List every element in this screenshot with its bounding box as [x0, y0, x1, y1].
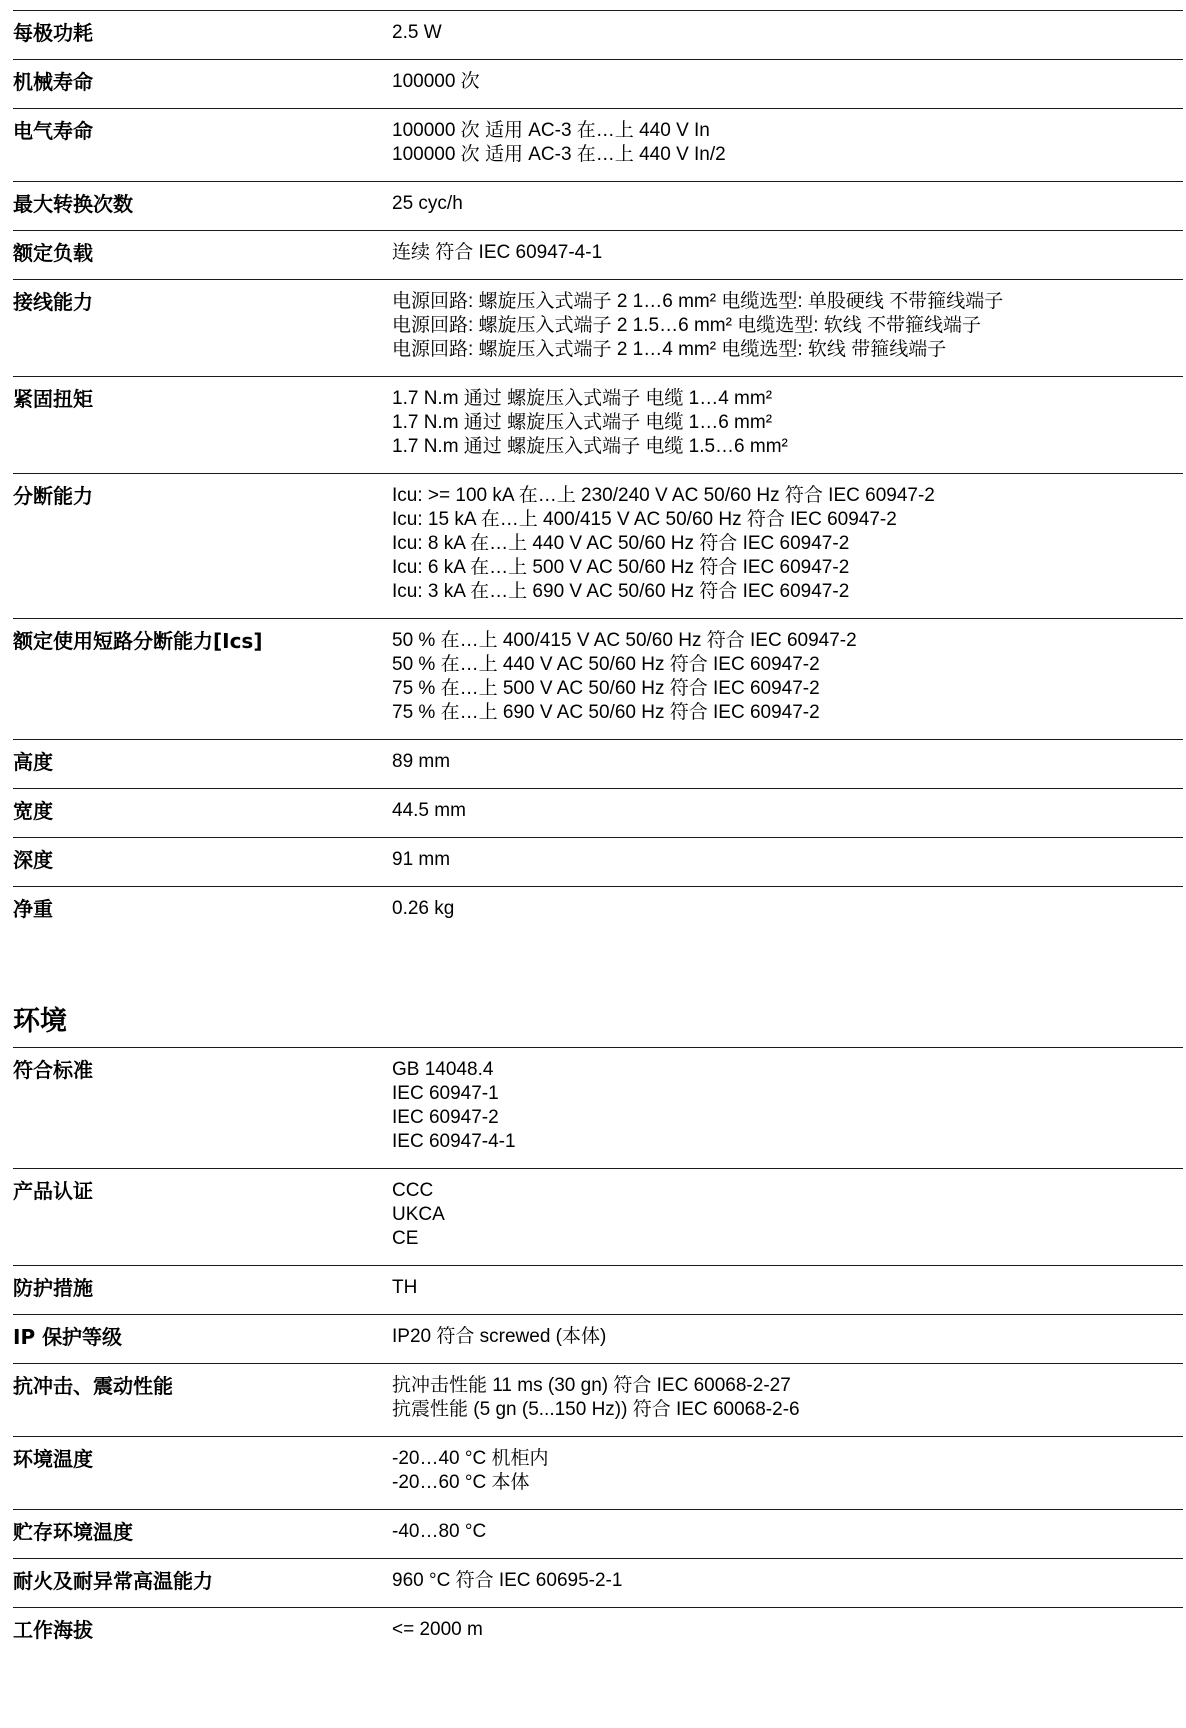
- spec-value-line: 2.5 W: [392, 22, 442, 43]
- spec-value-line: CE: [392, 1228, 419, 1249]
- spec-value-line: 连续 符合 IEC 60947-4-1: [392, 242, 603, 263]
- spec-value-line: 25 cyc/h: [392, 193, 463, 214]
- spec-label: 净重: [13, 897, 53, 921]
- spec-label: IP 保护等级: [13, 1325, 123, 1349]
- spec-label: 机械寿命: [13, 70, 93, 94]
- spec-row: [13, 108, 1183, 181]
- spec-label: 紧固扭矩: [13, 387, 93, 411]
- spec-value: [392, 119, 1183, 167]
- spec-value-line: 抗冲击性能 11 ms (30 gn) 符合 IEC 60068-2-27: [392, 1375, 791, 1396]
- spec-value-line: 抗震性能 (5 gn (5...150 Hz)) 符合 IEC 60068-2-6: [392, 1399, 800, 1420]
- spec-value-line: 50 % 在…上 440 V AC 50/60 Hz 符合 IEC 60947-2: [392, 654, 820, 675]
- spec-row: [13, 788, 1183, 837]
- spec-value: [392, 750, 1183, 774]
- spec-value: [392, 241, 1183, 265]
- spec-value: [392, 799, 1183, 823]
- spec-value-line: 电源回路: 螺旋压入式端子 2 1…6 mm² 电缆选型: 单股硬线 不带箍线端子: [392, 291, 1004, 312]
- spec-row: [13, 739, 1183, 788]
- spec-row: [13, 376, 1183, 473]
- spec-label: 工作海拔: [13, 1618, 93, 1642]
- spec-value-line: 电源回路: 螺旋压入式端子 2 1…4 mm² 电缆选型: 软线 带箍线端子: [392, 339, 947, 360]
- spec-value-line: 960 °C 符合 IEC 60695-2-1: [392, 1570, 623, 1591]
- spec-label: 最大转换次数: [13, 192, 133, 216]
- spec-value: [392, 1276, 1183, 1300]
- spec-label: 环境温度: [13, 1447, 93, 1471]
- spec-row: [13, 1436, 1183, 1509]
- spec-value: [392, 1569, 1183, 1593]
- spec-value-line: Icu: 15 kA 在…上 400/415 V AC 50/60 Hz 符合 IEC 60947-2: [392, 509, 897, 530]
- environment-spec-table: [13, 1047, 1183, 1656]
- spec-label: 电气寿命: [13, 119, 93, 143]
- spec-value: [392, 629, 1183, 725]
- spec-value: [392, 1058, 1183, 1154]
- spec-value-line: IEC 60947-2: [392, 1107, 499, 1128]
- spec-row: [13, 1607, 1183, 1656]
- spec-label: 耐火及耐异常高温能力: [13, 1569, 213, 1593]
- spec-row: [13, 1314, 1183, 1363]
- spec-value-line: CCC: [392, 1180, 434, 1201]
- spec-label: 高度: [13, 750, 53, 774]
- spec-label: 防护措施: [13, 1276, 93, 1300]
- spec-row: [13, 59, 1183, 108]
- spec-value-line: Icu: 3 kA 在…上 690 V AC 50/60 Hz 符合 IEC 60947-2: [392, 581, 850, 602]
- spec-row: [13, 181, 1183, 230]
- spec-value-line: 50 % 在…上 400/415 V AC 50/60 Hz 符合 IEC 60947-2: [392, 630, 857, 651]
- spec-value-line: 44.5 mm: [392, 800, 466, 821]
- spec-label: 产品认证: [13, 1179, 93, 1203]
- spec-row: [13, 10, 1183, 59]
- spec-value-line: Icu: >= 100 kA 在…上 230/240 V AC 50/60 Hz 符合 IEC 60947-2: [392, 485, 935, 506]
- spec-label: 接线能力: [13, 290, 93, 314]
- spec-value-line: 91 mm: [392, 849, 451, 870]
- spec-label: 分断能力: [13, 484, 93, 508]
- spec-value: [392, 1374, 1183, 1422]
- spec-row: [13, 1363, 1183, 1436]
- spec-value: [392, 70, 1183, 94]
- spec-label: 贮存环境温度: [13, 1520, 133, 1544]
- spec-value-line: 电源回路: 螺旋压入式端子 2 1.5…6 mm² 电缆选型: 软线 不带箍线端子: [392, 315, 982, 336]
- spec-value-line: Icu: 8 kA 在…上 440 V AC 50/60 Hz 符合 IEC 60947-2: [392, 533, 850, 554]
- spec-value: [392, 21, 1183, 45]
- spec-row: [13, 1265, 1183, 1314]
- spec-value-line: 1.7 N.m 通过 螺旋压入式端子 电缆 1…6 mm²: [392, 412, 773, 433]
- spec-label: 额定负载: [13, 241, 93, 265]
- spec-value-line: 75 % 在…上 690 V AC 50/60 Hz 符合 IEC 60947-2: [392, 702, 820, 723]
- spec-row: [13, 473, 1183, 618]
- spec-row: [13, 230, 1183, 279]
- spec-row: [13, 1047, 1183, 1168]
- spec-value-line: 75 % 在…上 500 V AC 50/60 Hz 符合 IEC 60947-2: [392, 678, 820, 699]
- spec-label: 抗冲击、震动性能: [13, 1374, 173, 1398]
- spec-value-line: <= 2000 m: [392, 1619, 483, 1640]
- spec-value-line: 100000 次 适用 AC-3 在…上 440 V In: [392, 120, 710, 141]
- spec-value: [392, 1325, 1183, 1349]
- spec-label: 额定使用短路分断能力[Ics]: [13, 629, 263, 653]
- spec-value: [392, 1618, 1183, 1642]
- spec-row: [13, 886, 1183, 935]
- spec-label: 宽度: [13, 799, 53, 823]
- spec-value-line: IP20 符合 screwed (本体): [392, 1326, 607, 1347]
- spec-value-line: UKCA: [392, 1204, 445, 1225]
- spec-value-line: TH: [392, 1277, 418, 1298]
- spec-value-line: 1.7 N.m 通过 螺旋压入式端子 电缆 1.5…6 mm²: [392, 436, 788, 457]
- spec-value: [392, 897, 1183, 921]
- spec-value-line: 100000 次 适用 AC-3 在…上 440 V In/2: [392, 144, 726, 165]
- spec-value-line: IEC 60947-1: [392, 1083, 499, 1104]
- spec-value-line: -20…40 °C 机柜内: [392, 1448, 549, 1469]
- spec-label: 深度: [13, 848, 53, 872]
- spec-row: [13, 1558, 1183, 1607]
- spec-value-line: Icu: 6 kA 在…上 500 V AC 50/60 Hz 符合 IEC 60947-2: [392, 557, 850, 578]
- spec-value: [392, 290, 1183, 362]
- technical-spec-table: [13, 10, 1183, 935]
- spec-value-line: 1.7 N.m 通过 螺旋压入式端子 电缆 1…4 mm²: [392, 388, 773, 409]
- spec-row: [13, 837, 1183, 886]
- spec-value-line: GB 14048.4: [392, 1059, 494, 1080]
- spec-label: 符合标准: [13, 1058, 93, 1082]
- spec-value-line: 89 mm: [392, 751, 451, 772]
- spec-value-line: 0.26 kg: [392, 898, 455, 919]
- spec-row: [13, 279, 1183, 376]
- spec-value-line: -20…60 °C 本体: [392, 1472, 530, 1493]
- spec-value: [392, 1179, 1183, 1251]
- spec-row: [13, 618, 1183, 739]
- spec-value: [392, 387, 1183, 459]
- spec-value-line: 100000 次: [392, 71, 480, 92]
- spec-value: [392, 848, 1183, 872]
- spec-row: [13, 1168, 1183, 1265]
- spec-value-line: IEC 60947-4-1: [392, 1131, 516, 1152]
- environment-section-heading: 环境: [13, 1006, 67, 1037]
- spec-value: [392, 484, 1183, 604]
- spec-value-line: -40…80 °C: [392, 1521, 487, 1542]
- spec-row: [13, 1509, 1183, 1558]
- spec-value: [392, 192, 1183, 216]
- spec-label: 每极功耗: [13, 21, 93, 45]
- spec-value: [392, 1447, 1183, 1495]
- spec-value: [392, 1520, 1183, 1544]
